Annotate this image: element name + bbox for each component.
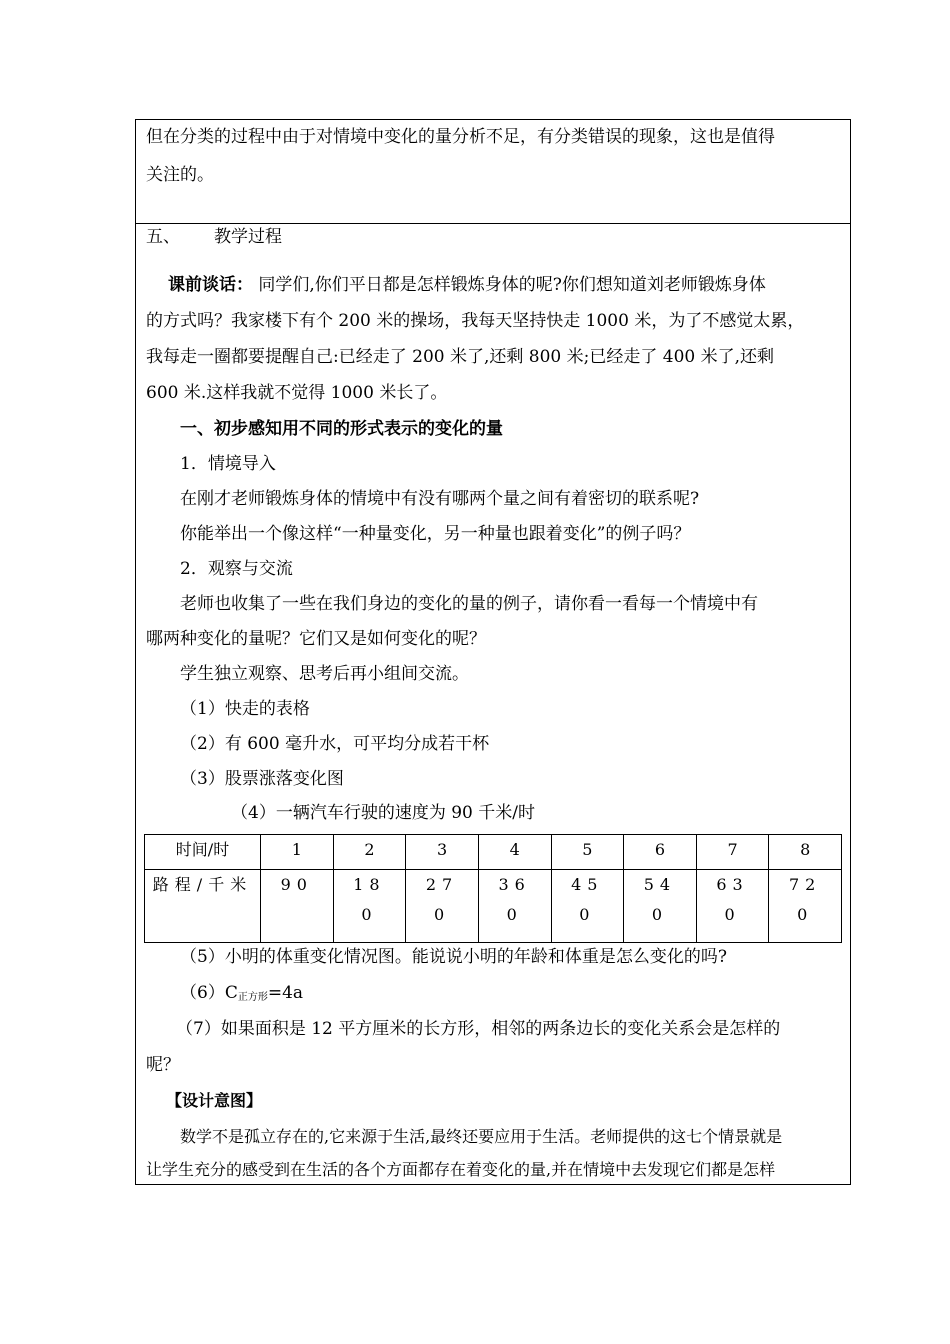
table-header-time: 时间/时: [145, 835, 261, 870]
distance-digits-bottom: 0: [506, 905, 523, 924]
intro-line-1: 但在分类的过程中由于对情境中变化的量分析不足，有分类错误的现象，这也是值得: [146, 127, 775, 147]
distance-digits-top: 63: [716, 875, 749, 894]
table-cell-distance: [406, 870, 479, 943]
design-intent-line-2: 让学生充分的感受到在生活的各个方面都存在着变化的量,并在情境中去发现它们都是怎样: [146, 1160, 776, 1179]
design-intent-heading: 【设计意图】: [166, 1091, 263, 1110]
intro-line-2: 关注的。: [146, 165, 214, 185]
item6-subscript: 正方形: [237, 992, 268, 1003]
example-item-1: （1）快走的表格: [180, 699, 310, 719]
section-number: 五、: [146, 227, 180, 247]
example-item-3: （3）股票涨落变化图: [180, 769, 344, 789]
table-cell-hour: 4: [478, 835, 551, 870]
distance-digits-bottom: 0: [361, 905, 378, 924]
item6-prefix: （6）C: [180, 983, 238, 1003]
table-cell-hour: 1: [261, 835, 334, 870]
section-divider: [136, 223, 850, 224]
table-cell-hour: 8: [769, 835, 842, 870]
table-cell-hour: 3: [406, 835, 479, 870]
distance-digits-bottom: 0: [579, 905, 596, 924]
table-cell-distance: [769, 870, 842, 943]
section-title: 教学过程: [214, 227, 282, 247]
example-item-4: （4）一辆汽车行驶的速度为 90 千米/时: [231, 803, 535, 823]
example-item-6: [180, 982, 303, 1009]
item6-suffix: =4a: [267, 983, 304, 1003]
speed-distance-table: [144, 834, 842, 943]
distance-digits-bottom: 0: [797, 905, 814, 924]
design-intent-line-1: 数学不是孤立存在的,它来源于生活,最终还要应用于生活。老师提供的这七个情景就是: [180, 1127, 783, 1146]
table-cell-hour: 2: [333, 835, 406, 870]
table-cell-hour: 6: [624, 835, 697, 870]
table-cell-hour: 7: [696, 835, 769, 870]
pretalk-line-3: 我每走一圈都要提醒自己:已经走了 200 米了,还剩 800 米;已经走了 400 米了,还剩: [146, 347, 775, 367]
distance-digits-top: 54: [643, 875, 677, 894]
part1-heading: 一、初步感知用不同的形式表示的变化的量: [180, 419, 503, 439]
step1-title: 1．情境导入: [180, 454, 276, 474]
table-cell-hour: 5: [551, 835, 624, 870]
table-row: [145, 870, 842, 943]
lesson-plan-frame: [135, 119, 851, 1185]
table-cell-distance: [333, 870, 406, 943]
distance-digits-bottom: 0: [724, 905, 741, 924]
distance-digits-bottom: 0: [433, 905, 451, 924]
observe-line-2: 哪两种变化的量呢？它们又是如何变化的呢？: [146, 629, 486, 649]
table-cell-distance: [551, 870, 624, 943]
observe-line-3: 学生独立观察、思考后再小组间交流。: [180, 664, 469, 684]
example-item-7-line-1: （7）如果面积是 12 平方厘米的长方形，相邻的两条边长的变化关系会是怎样的: [176, 1019, 781, 1039]
table-row: [145, 835, 842, 870]
distance-digits-top: 18: [353, 875, 386, 894]
pretalk-line-4: 600 米.这样我就不觉得 1000 米长了。: [146, 383, 448, 403]
distance-digits-top: 27: [425, 875, 459, 894]
question-1: 在刚才老师锻炼身体的情境中有没有哪两个量之间有着密切的联系呢?: [180, 489, 700, 509]
table-cell-distance: [696, 870, 769, 943]
distance-digits-top: 36: [498, 875, 531, 894]
question-2: 你能举出一个像这样“一种量变化，另一种量也跟着变化”的例子吗？: [180, 524, 691, 544]
table-header-distance: 路程/千米: [145, 870, 261, 943]
pretalk-line-2: 的方式吗？我家楼下有个 200 米的操场，我每天坚持快走 1000 米，为了不感觉太累，: [146, 311, 805, 331]
distance-digits-bottom: 0: [651, 905, 669, 924]
table-cell-distance: [261, 870, 334, 943]
table-cell-distance: [624, 870, 697, 943]
example-item-7-line-2: 呢？: [146, 1055, 180, 1075]
pretalk-line-1: [168, 274, 766, 296]
pretalk-text-1: 同学们,你们平日都是怎样锻炼身体的呢?你们想知道刘老师锻炼身体: [258, 275, 766, 295]
distance-digits-top: 90: [280, 875, 313, 894]
observe-line-1: 老师也收集了一些在我们身边的变化的量的例子，请你看一看每一个情境中有: [180, 594, 758, 614]
distance-digits-top: 72: [789, 875, 822, 894]
example-item-2: （2）有 600 毫升水，可平均分成若干杯: [180, 734, 490, 754]
table-cell-distance: [478, 870, 551, 943]
example-item-5: （5）小明的体重变化情况图。能说说小明的年龄和体重是怎么变化的吗?: [180, 947, 727, 967]
distance-digits-top: 45: [571, 875, 604, 894]
pretalk-label: 课前谈话：: [168, 275, 253, 295]
step2-title: 2．观察与交流: [180, 559, 293, 579]
